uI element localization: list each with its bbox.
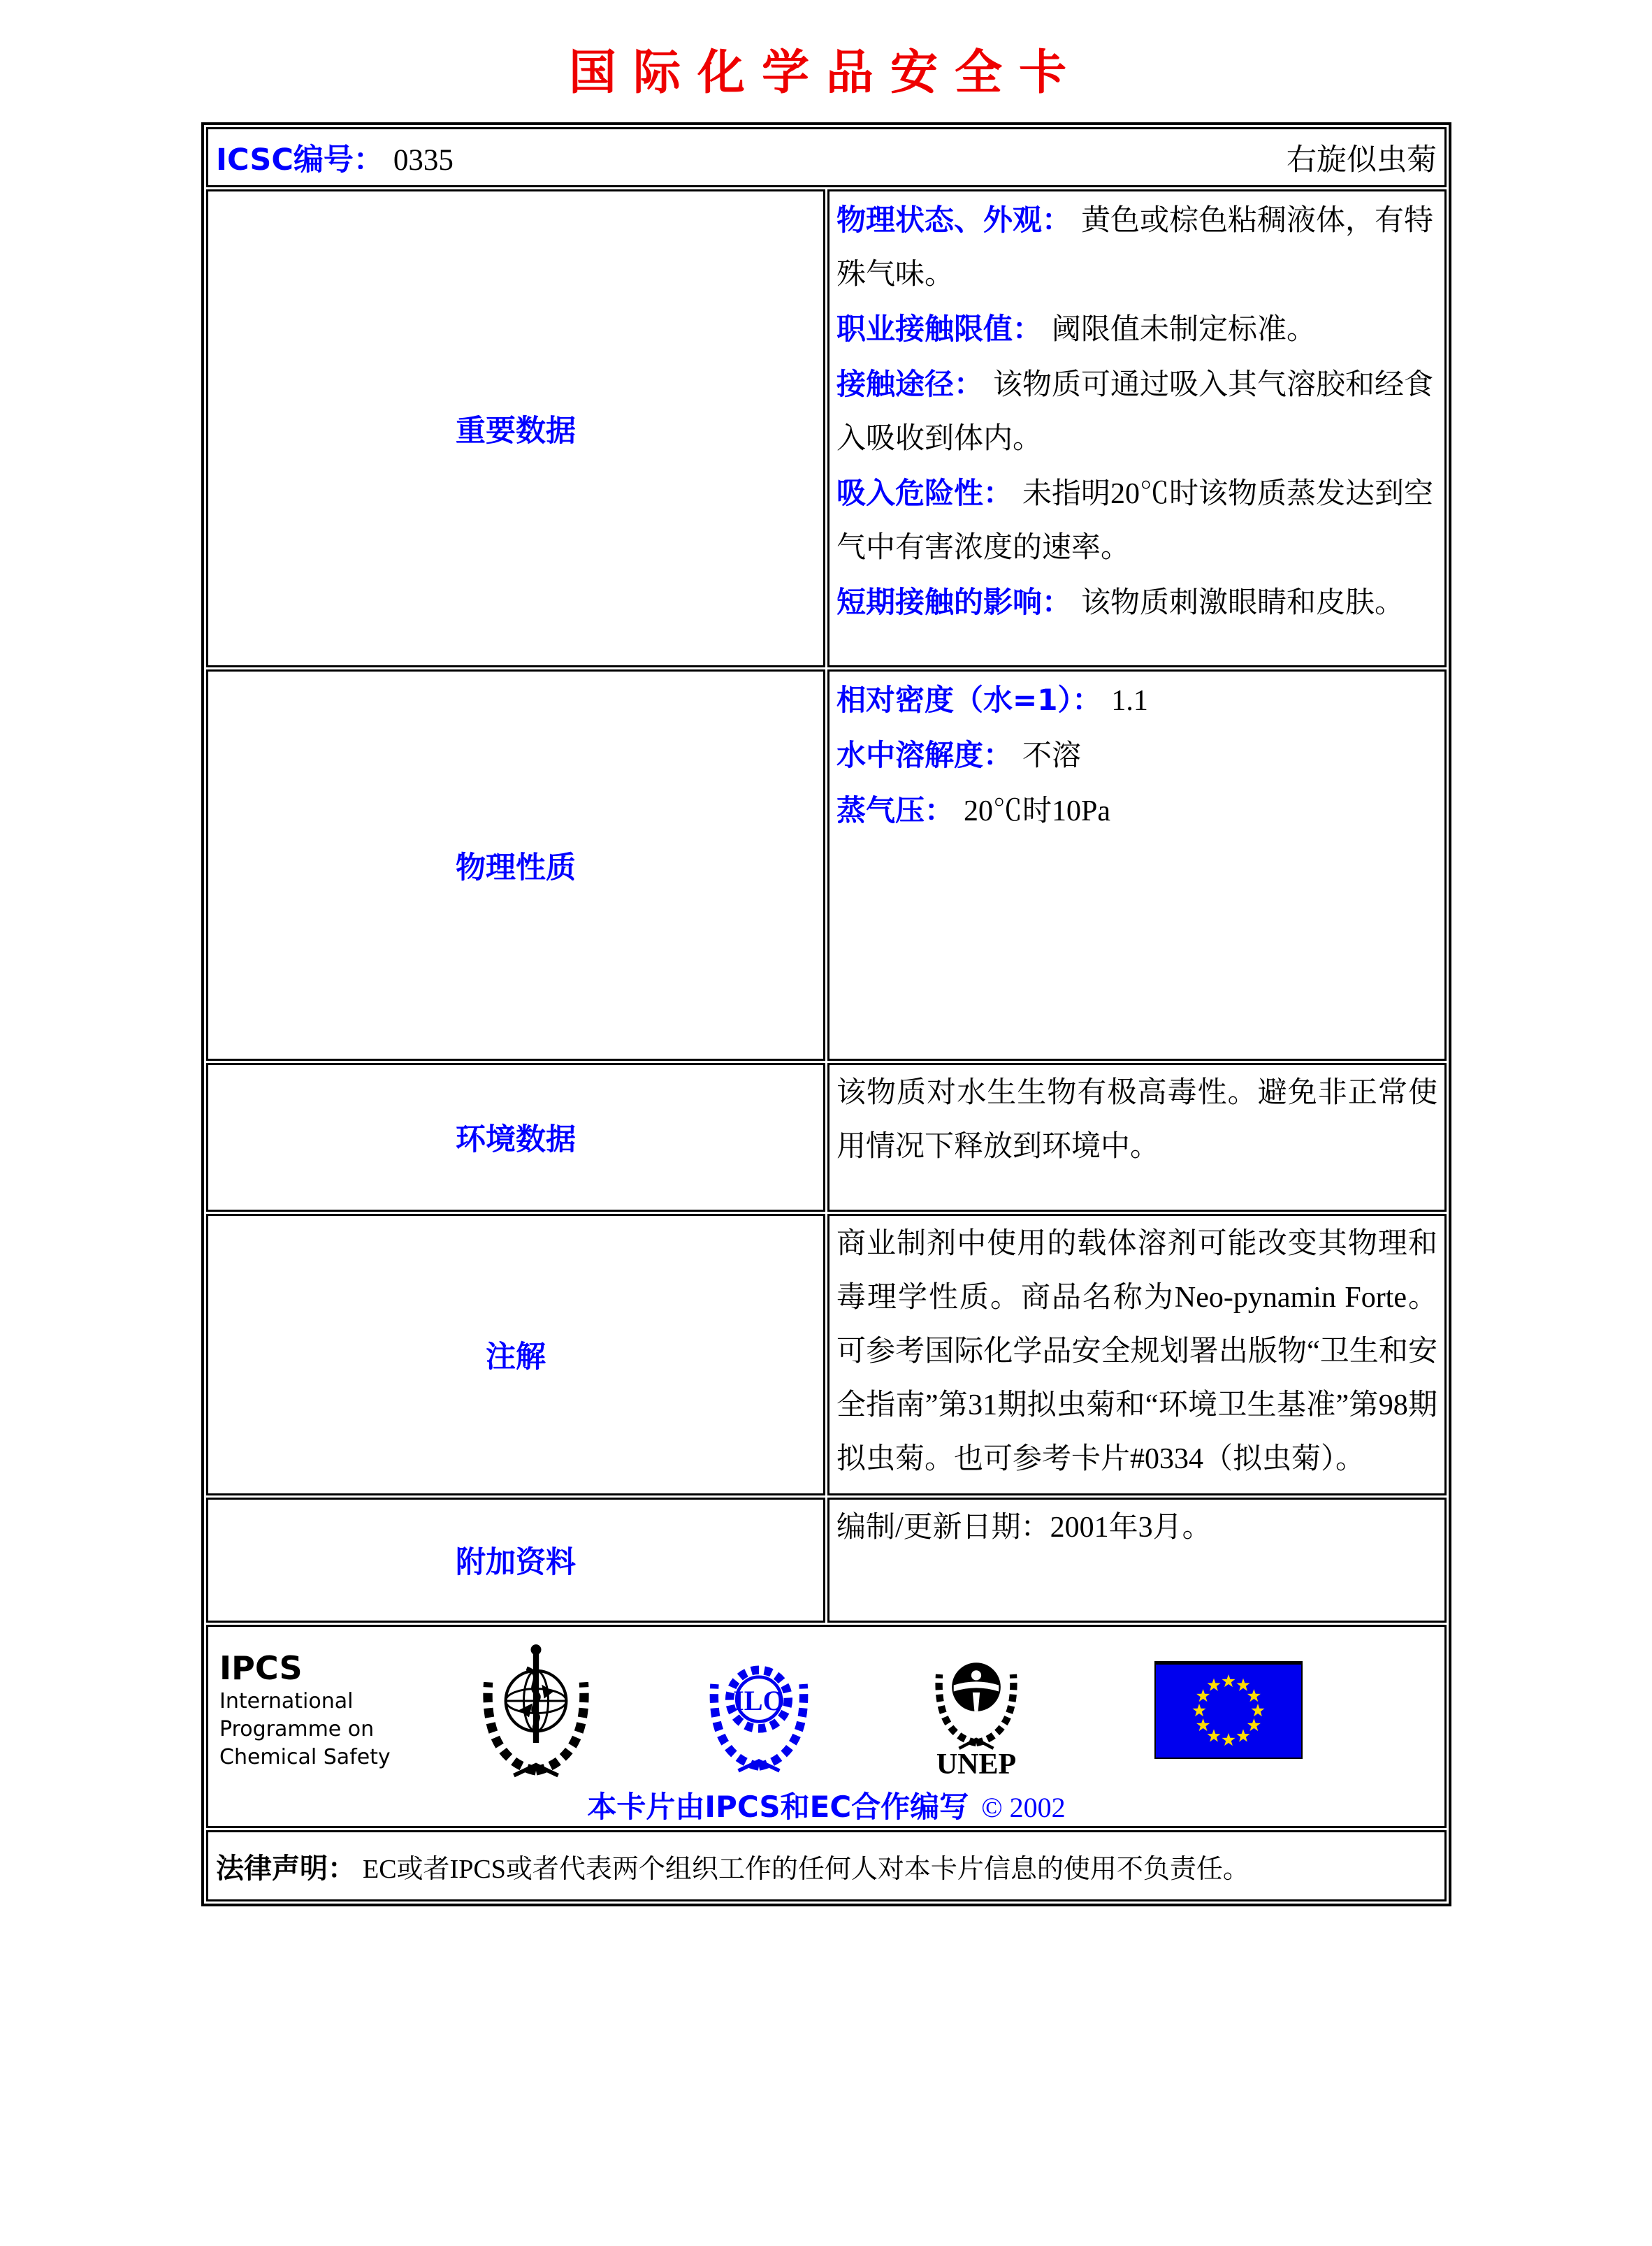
additional-info-text: 编制/更新日期：2001年3月。	[836, 1512, 1212, 1544]
notes-text: 商业制剂中使用的载体溶剂可能改变其物理和毒理学性质。商品名称为Neo-pynamin Forte。可参考国际化学品安全规划署出版物“卫生和安全指南”第31期拟虫菊和“环境卫生基准”第98期拟虫菊。也可参考卡片#0334（拟虫菊）。	[836, 1228, 1437, 1475]
ipcs-text-block: IPCS International Programme on Chemical Safety	[219, 1649, 429, 1772]
unep-logo-icon	[917, 1640, 1036, 1779]
section-cell-important-data	[206, 189, 825, 667]
cooperation-caption	[208, 1784, 1444, 1826]
copyright-text: © 2002	[981, 1792, 1066, 1823]
field-short-term-effects: 短期接触的影响： 该物质刺激眼睛和皮肤。	[836, 585, 1405, 619]
header-row-cell	[206, 127, 1447, 187]
icsc-table	[201, 122, 1451, 1906]
environmental-data-text: 该物质对水生生物有极高毒性。避免非正常使用情况下释放到环境中。	[836, 1077, 1437, 1163]
content-physical-properties	[827, 669, 1447, 1061]
content-important-data	[827, 189, 1447, 667]
unep-wordmark: UNEP	[936, 1748, 1017, 1781]
legal-notice-label: 法律声明：	[216, 1852, 356, 1885]
section-label-additional-info: 附加资料	[456, 1545, 576, 1580]
cooperation-caption-text: 本卡片由IPCS和EC合作编写	[587, 1790, 969, 1824]
ipcs-acronym: IPCS	[219, 1649, 303, 1687]
icsc-number-value: 0335	[393, 143, 454, 177]
field-relative-density: 相对密度（水=1）： 1.1	[836, 683, 1148, 717]
section-label-environmental-data: 环境数据	[456, 1122, 576, 1157]
field-inhalation-risk: 吸入危险性： 未指明20℃时该物质蒸发达到空气中有害浓度的速率。	[836, 476, 1434, 564]
ilo-logo-icon	[699, 1643, 819, 1776]
eu-flag-icon	[1154, 1661, 1303, 1759]
field-water-solubility: 水中溶解度： 不溶	[836, 738, 1082, 772]
field-physical-state: 物理状态、外观： 黄色或棕色粘稠液体，有特殊气味。	[836, 203, 1434, 291]
section-cell-physical-properties	[206, 669, 825, 1061]
legal-notice-text: EC或者IPCS或者代表两个组织工作的任何人对本卡片信息的使用不负责任。	[363, 1854, 1249, 1884]
section-cell-additional-info	[206, 1498, 825, 1623]
content-notes	[827, 1214, 1447, 1495]
icsc-number-group	[216, 136, 454, 179]
page-title: 国际化学品安全卡	[568, 46, 1083, 99]
section-cell-notes	[206, 1214, 825, 1495]
content-additional-info	[827, 1498, 1447, 1623]
field-exposure-routes: 接触途径： 该物质可通过吸入其气溶胶和经食入吸收到体内。	[836, 367, 1434, 455]
footer-logos-cell	[206, 1625, 1447, 1828]
section-cell-environmental-data	[206, 1063, 825, 1212]
section-label-important-data: 重要数据	[456, 413, 576, 449]
field-occupational-limits: 职业接触限值： 阈限值未制定标准。	[836, 312, 1317, 346]
legal-notice-cell	[206, 1830, 1447, 1901]
ilo-letters: ILO	[733, 1685, 785, 1717]
field-vapor-pressure: 蒸气压： 20℃时10Pa	[836, 793, 1111, 827]
who-logo-icon	[471, 1638, 601, 1781]
section-label-physical-properties: 物理性质	[456, 850, 576, 885]
chemical-name: 右旋似虫菊	[1287, 143, 1437, 177]
content-environmental-data	[827, 1063, 1447, 1212]
icsc-number-label: ICSC编号：	[216, 142, 384, 177]
section-label-notes: 注解	[486, 1340, 546, 1375]
